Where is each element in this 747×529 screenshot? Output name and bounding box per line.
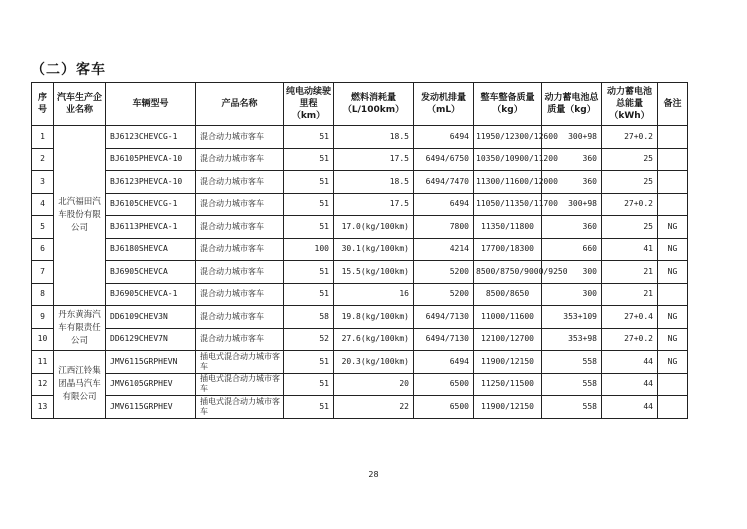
row-note: NG	[658, 238, 688, 261]
row-mass: 8500/8750/9000/9250	[474, 261, 542, 284]
row-battery-mass: 300	[542, 283, 602, 306]
row-displacement: 6494	[414, 351, 474, 374]
table-row	[32, 261, 688, 284]
row-model: DD6129CHEV7N	[106, 328, 196, 351]
row-model: JMV6115GRPHEVN	[106, 351, 196, 374]
row-range: 51	[284, 216, 334, 239]
row-battery-energy: 44	[602, 396, 658, 419]
row-battery-mass: 360	[542, 216, 602, 239]
header-fuel: 燃料消耗量（L/100km）	[334, 83, 414, 126]
row-displacement: 6494/7470	[414, 171, 474, 194]
row-fuel: 27.6(kg/100km)	[334, 328, 414, 351]
row-seq: 2	[32, 148, 54, 171]
row-fuel: 17.0(kg/100km)	[334, 216, 414, 239]
row-model: JMV6105GRPHEV	[106, 373, 196, 396]
row-seq: 4	[32, 193, 54, 216]
row-displacement: 6500	[414, 396, 474, 419]
row-fuel: 19.8(kg/100km)	[334, 306, 414, 329]
header-note: 备注	[658, 83, 688, 126]
row-battery-energy: 21	[602, 283, 658, 306]
row-fuel: 16	[334, 283, 414, 306]
vehicle-table	[31, 82, 688, 419]
row-displacement: 5200	[414, 261, 474, 284]
row-fuel: 15.5(kg/100km)	[334, 261, 414, 284]
row-model: DD6109CHEV3N	[106, 306, 196, 329]
row-note	[658, 283, 688, 306]
row-mass: 11900/12150	[474, 396, 542, 419]
header-model: 车辆型号	[106, 83, 196, 126]
row-product: 混合动力城市客车	[196, 148, 284, 171]
table-row	[32, 193, 688, 216]
row-range: 51	[284, 283, 334, 306]
row-product: 插电式混合动力城市客车	[196, 396, 284, 419]
row-seq: 1	[32, 126, 54, 149]
table-row	[32, 148, 688, 171]
row-displacement: 6494	[414, 126, 474, 149]
row-seq: 12	[32, 373, 54, 396]
row-mass: 12100/12700	[474, 328, 542, 351]
table-row	[32, 216, 688, 239]
table-row	[32, 126, 688, 149]
table-header-row	[32, 83, 688, 126]
row-seq: 10	[32, 328, 54, 351]
row-mass: 17700/18300	[474, 238, 542, 261]
table-row	[32, 283, 688, 306]
row-seq: 9	[32, 306, 54, 329]
row-battery-energy: 27+0.2	[602, 193, 658, 216]
row-range: 51	[284, 351, 334, 374]
table-row	[32, 328, 688, 351]
row-seq: 11	[32, 351, 54, 374]
row-fuel: 17.5	[334, 193, 414, 216]
row-seq: 3	[32, 171, 54, 194]
row-note: NG	[658, 216, 688, 239]
row-range: 52	[284, 328, 334, 351]
row-battery-mass: 660	[542, 238, 602, 261]
row-range: 51	[284, 126, 334, 149]
row-model: BJ6123PHEVCA-10	[106, 171, 196, 194]
row-fuel: 20.3(kg/100km)	[334, 351, 414, 374]
row-manufacturer: 丹东黄海汽车有限责任公司	[54, 306, 106, 351]
table-row	[32, 238, 688, 261]
row-displacement: 6500	[414, 373, 474, 396]
table-body	[32, 126, 688, 419]
table-row	[32, 396, 688, 419]
row-note: NG	[658, 351, 688, 374]
header-battery-mass: 动力蓄电池总质量（kg）	[542, 83, 602, 126]
row-note	[658, 171, 688, 194]
row-battery-mass: 300+98	[542, 193, 602, 216]
row-product: 插电式混合动力城市客车	[196, 351, 284, 374]
row-displacement: 7800	[414, 216, 474, 239]
row-battery-energy: 21	[602, 261, 658, 284]
header-manufacturer: 汽车生产企业名称	[54, 83, 106, 126]
row-note	[658, 396, 688, 419]
row-battery-energy: 44	[602, 373, 658, 396]
row-product: 混合动力城市客车	[196, 126, 284, 149]
row-note: NG	[658, 306, 688, 329]
row-model: BJ6105PHEVCA-10	[106, 148, 196, 171]
row-fuel: 22	[334, 396, 414, 419]
row-mass: 11000/11600	[474, 306, 542, 329]
row-model: JMV6115GRPHEV	[106, 396, 196, 419]
row-displacement: 4214	[414, 238, 474, 261]
row-product: 混合动力城市客车	[196, 283, 284, 306]
row-product: 混合动力城市客车	[196, 261, 284, 284]
row-mass: 11300/11600/12000	[474, 171, 542, 194]
row-battery-mass: 558	[542, 396, 602, 419]
row-product: 插电式混合动力城市客车	[196, 373, 284, 396]
row-product: 混合动力城市客车	[196, 328, 284, 351]
row-battery-mass: 300+98	[542, 126, 602, 149]
row-battery-energy: 25	[602, 171, 658, 194]
row-manufacturer: 江西江铃集团晶马汽车有限公司	[54, 351, 106, 419]
row-product: 混合动力城市客车	[196, 171, 284, 194]
row-model: BJ6905CHEVCA-1	[106, 283, 196, 306]
row-model: BJ6180SHEVCA	[106, 238, 196, 261]
row-battery-energy: 27+0.2	[602, 126, 658, 149]
header-mass: 整车整备质量（kg）	[474, 83, 542, 126]
row-model: BJ6105CHEVCG-1	[106, 193, 196, 216]
table-row	[32, 351, 688, 374]
row-range: 100	[284, 238, 334, 261]
row-battery-energy: 25	[602, 148, 658, 171]
row-range: 51	[284, 148, 334, 171]
row-note	[658, 148, 688, 171]
section-title: （二）客车	[31, 62, 106, 78]
row-seq: 8	[32, 283, 54, 306]
row-battery-mass: 558	[542, 351, 602, 374]
row-note	[658, 126, 688, 149]
row-fuel: 18.5	[334, 126, 414, 149]
row-note	[658, 373, 688, 396]
row-range: 51	[284, 193, 334, 216]
row-manufacturer: 北汽福田汽车股份有限公司	[54, 126, 106, 306]
row-battery-mass: 353+109	[542, 306, 602, 329]
row-mass: 11250/11500	[474, 373, 542, 396]
row-fuel: 30.1(kg/100km)	[334, 238, 414, 261]
row-mass: 11350/11800	[474, 216, 542, 239]
header-displacement: 发动机排量（mL）	[414, 83, 474, 126]
row-product: 混合动力城市客车	[196, 306, 284, 329]
table-row	[32, 306, 688, 329]
row-seq: 7	[32, 261, 54, 284]
table-row	[32, 171, 688, 194]
row-battery-mass: 353+98	[542, 328, 602, 351]
row-mass: 11900/12150	[474, 351, 542, 374]
row-mass: 11950/12300/12600	[474, 126, 542, 149]
row-battery-mass: 558	[542, 373, 602, 396]
row-product: 混合动力城市客车	[196, 238, 284, 261]
row-range: 51	[284, 261, 334, 284]
row-range: 51	[284, 373, 334, 396]
row-battery-energy: 27+0.2	[602, 328, 658, 351]
row-seq: 5	[32, 216, 54, 239]
page-number: 28	[368, 470, 379, 479]
row-displacement: 6494/7130	[414, 328, 474, 351]
row-mass: 10350/10900/11200	[474, 148, 542, 171]
row-range: 51	[284, 396, 334, 419]
header-seq: 序号	[32, 83, 54, 126]
row-displacement: 6494/7130	[414, 306, 474, 329]
table-row	[32, 373, 688, 396]
row-battery-energy: 27+0.4	[602, 306, 658, 329]
row-battery-mass: 360	[542, 148, 602, 171]
row-product: 混合动力城市客车	[196, 216, 284, 239]
vehicle-table-container	[31, 82, 687, 419]
row-mass: 11050/11350/11700	[474, 193, 542, 216]
row-battery-energy: 41	[602, 238, 658, 261]
row-fuel: 17.5	[334, 148, 414, 171]
row-seq: 13	[32, 396, 54, 419]
row-product: 混合动力城市客车	[196, 193, 284, 216]
row-seq: 6	[32, 238, 54, 261]
row-displacement: 6494	[414, 193, 474, 216]
row-range: 58	[284, 306, 334, 329]
row-displacement: 5200	[414, 283, 474, 306]
row-fuel: 18.5	[334, 171, 414, 194]
header-product: 产品名称	[196, 83, 284, 126]
row-fuel: 20	[334, 373, 414, 396]
row-model: BJ6113PHEVCA-1	[106, 216, 196, 239]
row-note	[658, 193, 688, 216]
row-battery-mass: 360	[542, 171, 602, 194]
row-battery-energy: 25	[602, 216, 658, 239]
row-mass: 8500/8650	[474, 283, 542, 306]
header-range: 纯电动续驶里程（km）	[284, 83, 334, 126]
row-model: BJ6905CHEVCA	[106, 261, 196, 284]
row-battery-mass: 300	[542, 261, 602, 284]
row-note: NG	[658, 261, 688, 284]
row-note: NG	[658, 328, 688, 351]
row-battery-energy: 44	[602, 351, 658, 374]
header-battery-energy: 动力蓄电池总能量（kWh）	[602, 83, 658, 126]
row-displacement: 6494/6750	[414, 148, 474, 171]
row-range: 51	[284, 171, 334, 194]
row-model: BJ6123CHEVCG-1	[106, 126, 196, 149]
